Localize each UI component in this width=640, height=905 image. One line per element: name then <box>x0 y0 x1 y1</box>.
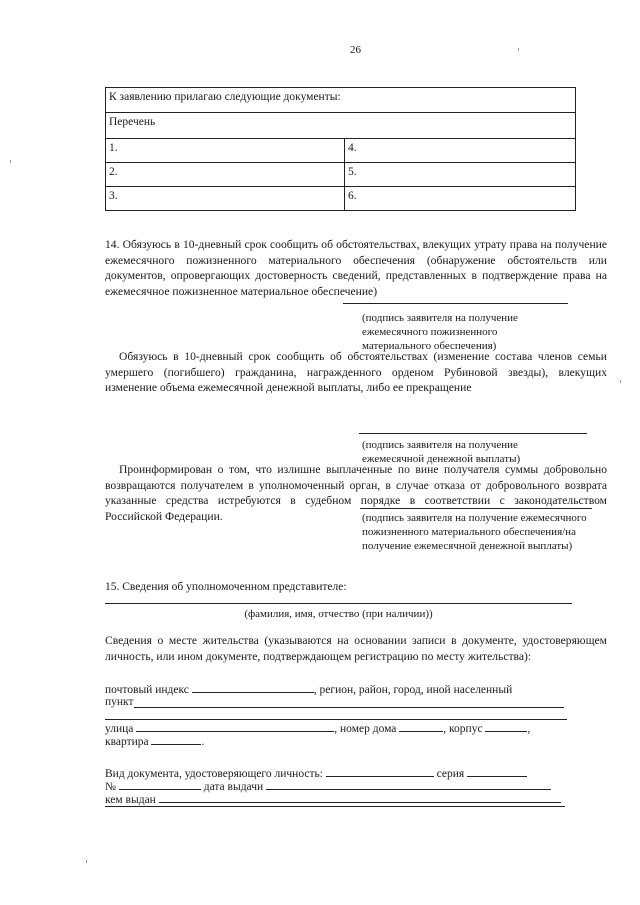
docs-table-list-label: Перечень <box>106 113 576 139</box>
attached-documents-table <box>105 87 576 211</box>
street-row: улица , номер дома , корпус , <box>105 723 531 735</box>
docs-cell-6[interactable]: 6. <box>345 187 576 211</box>
house-field[interactable] <box>399 721 443 732</box>
obligation2-signature-line[interactable] <box>359 433 587 434</box>
fio-caption: (фамилия, имя, отчество (при наличии)) <box>244 608 433 620</box>
section14-signature-line[interactable] <box>343 303 568 304</box>
obligation2-signature-caption: (подпись заявителя на получение ежемесячной денежной выплаты) <box>362 439 521 465</box>
block-label: , корпус <box>443 723 483 735</box>
section14-text: 14. Обязуюсь в 10-дневный срок сообщить об обстоятельствах, влекущих утрату права на получение ежемесячного пожизненного материального обеспечения (обнаружение обстоятельств или документов, опровергающих достоверность сведений, представленных в подтверждение права на ежемесячное пожизненное материальное обеспечение) <box>105 238 607 298</box>
street-label: улица <box>105 723 134 735</box>
docs-cell-3[interactable]: 3. <box>106 187 345 211</box>
postcode-field[interactable] <box>192 682 314 693</box>
postcode-label: почтовый индекс <box>105 684 189 696</box>
number-field[interactable] <box>119 779 201 790</box>
representative-fio-line[interactable] <box>105 603 572 604</box>
docs-cell-2[interactable]: 2. <box>106 163 345 187</box>
apartment-row: квартира . <box>105 736 205 748</box>
id-doc-field[interactable] <box>326 766 434 777</box>
informed-signature-caption: (подпись заявителя на получение ежемесячного пожизненного материального обеспечения/на получение ежемесячной денежной выплаты) <box>362 512 587 552</box>
block-field[interactable] <box>485 721 527 732</box>
issued-by-continuation-line[interactable] <box>105 806 565 807</box>
issue-date-label: дата выдачи <box>203 781 264 793</box>
region-label: , регион, район, город, иной населенный <box>313 684 513 696</box>
obligation2-text: Обязуюсь в 10-дневный срок сообщить об обстоятельствах (изменение состава членов семьи умершего (погибшего) гражданина, награжденного орденом Рубиновой звезды), влекущих изменение объема ежемесячной денежной выплаты, либо ее прекращение <box>105 350 607 394</box>
residence-text: Сведения о месте жительства (указываются на основании записи в документе, удостоверяющем личность, или ином документе, подтверждающем регистрацию по месту жительства): <box>105 634 607 663</box>
house-label: , номер дома <box>334 723 397 735</box>
scan-speck <box>620 380 621 383</box>
locality-field[interactable] <box>134 707 564 708</box>
number-label: № <box>105 781 116 793</box>
locality-row <box>105 695 134 709</box>
locality-label: пункт <box>105 696 134 708</box>
scan-speck <box>86 860 87 863</box>
docs-cell-1[interactable]: 1. <box>106 139 345 163</box>
id-doc-label: Вид документа, удостоверяющего личность: <box>105 768 323 780</box>
series-field[interactable] <box>467 766 527 777</box>
docs-cell-4[interactable]: 4. <box>345 139 576 163</box>
informed-text: Проинформирован о том, что излишне выплаченные по вине получателя суммы добровольно возвращаются получателем в уполномоченный орган, в случае отказа от добровольного возврата указанные средства истребуются в судебном порядке в соответствии с законодательством Российской Федерации. <box>105 463 607 523</box>
apartment-field[interactable] <box>151 734 201 745</box>
series-label: серия <box>436 768 465 780</box>
section15-title: 15. Сведения об уполномоченном представителе: <box>105 581 347 593</box>
issued-by-field[interactable] <box>159 792 561 803</box>
scan-speck <box>10 160 11 163</box>
informed-signature-line[interactable] <box>360 508 592 509</box>
docs-cell-5[interactable]: 5. <box>345 163 576 187</box>
page-number: 26 <box>350 44 361 56</box>
locality-continuation-line[interactable] <box>105 719 567 720</box>
apartment-label: квартира <box>105 736 149 748</box>
scan-speck <box>518 48 519 51</box>
postcode-row <box>105 682 512 697</box>
street-field[interactable] <box>136 721 334 732</box>
docs-table-header: К заявлению прилагаю следующие документы: <box>106 88 576 113</box>
issued-by-row <box>105 792 561 807</box>
section14-signature-caption: (подпись заявителя на получение ежемесячного пожизненного материального обеспечения) <box>362 312 518 352</box>
issue-date-field[interactable] <box>266 779 551 790</box>
issued-by-label: кем выдан <box>105 794 156 806</box>
